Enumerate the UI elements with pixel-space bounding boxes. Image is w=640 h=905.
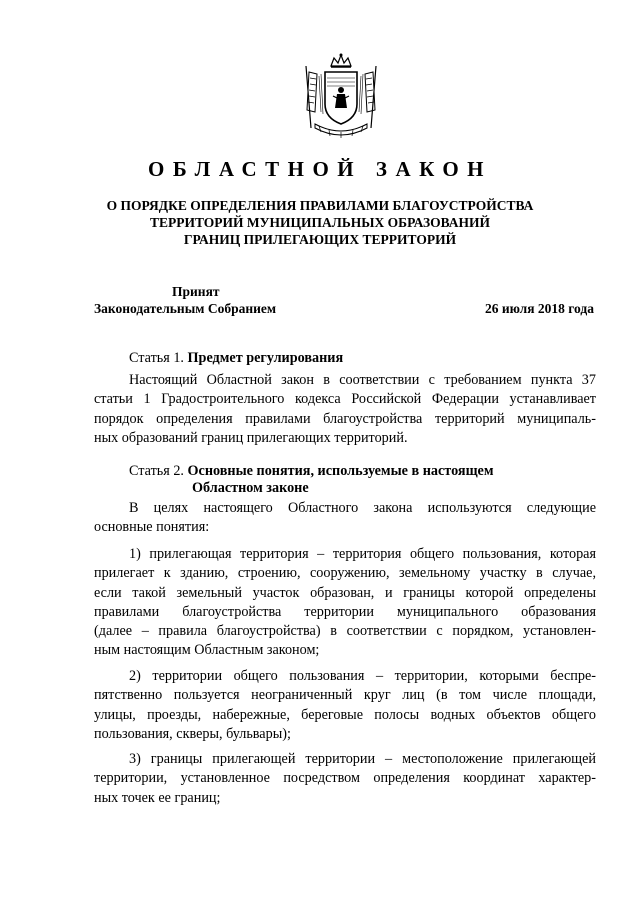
- law-title: [60, 197, 580, 248]
- law-title-line: О ПОРЯДКЕ ОПРЕДЕЛЕНИЯ ПРАВИЛАМИ БЛАГОУСТРОЙСТВА: [106, 198, 534, 213]
- paragraph-line: 3) границы прилегающей территории – местоположение прилегающей: [129, 751, 596, 767]
- paragraph-line: В целях настоящего Областного закона используются следующие: [129, 500, 596, 516]
- article-2-intro: [94, 499, 596, 538]
- law-title-line: ГРАНИЦ ПРИЛЕГАЮЩИХ ТЕРРИТОРИЙ: [183, 232, 457, 247]
- paragraph-line: (далее – правила благоустройства) в соответствии с порядком, установлен-: [94, 623, 596, 640]
- article-number: Статья 1.: [129, 350, 184, 366]
- adopted-label: Принят: [172, 284, 220, 299]
- document-type-heading: ОБЛАСТНОЙ ЗАКОН: [147, 157, 492, 181]
- article-name: Основные понятия, используемые в настоящем: [187, 463, 494, 479]
- definition-item-1: [94, 545, 596, 661]
- paragraph-line: территории, установленное посредством определения координат характер-: [94, 770, 596, 787]
- paragraph-line: правилами благоустройства территории муниципального образования: [94, 603, 596, 620]
- paragraph-line: ных образований границ прилегающих территорий.: [94, 429, 408, 446]
- adoption-date: 26 июля 2018 года: [485, 301, 594, 316]
- article-number: Статья 2.: [129, 463, 184, 479]
- article-name: Предмет регулирования: [187, 350, 344, 366]
- paragraph-line: ных точек ее границ;: [94, 789, 221, 806]
- article-2-heading: [129, 463, 494, 497]
- article-1-paragraph: [94, 371, 596, 448]
- adopting-body: Законодательным Собранием: [94, 301, 277, 316]
- adoption-block: [94, 283, 304, 317]
- paragraph-line: если такой земельный участок образован, и границы которой определены: [94, 584, 596, 601]
- coat-of-arms-emblem: [301, 52, 381, 142]
- paragraph-line: 1) прилегающая территория – территория общего пользования, которая: [129, 546, 596, 562]
- article-name-continuation: Областном законе: [192, 480, 309, 496]
- paragraph-line: ным настоящим Областным законом;: [94, 642, 320, 659]
- paragraph-line: порядок определения правилами благоустройства территорий муниципаль-: [94, 410, 596, 427]
- law-title-line: ТЕРРИТОРИЙ МУНИЦИПАЛЬНЫХ ОБРАЗОВАНИЙ: [149, 215, 491, 230]
- paragraph-line: пятственно пользуется неограниченный круг лиц (в том числе площади,: [94, 687, 596, 704]
- definition-item-3: [94, 750, 596, 808]
- paragraph-line: пользования, скверы, бульвары);: [94, 725, 291, 742]
- definition-item-2: [94, 667, 596, 744]
- article-1-heading: [129, 350, 343, 367]
- paragraph-line: основные понятия:: [94, 519, 210, 536]
- paragraph-line: статьи 1 Градостроительного кодекса Российской Федерации устанавливает: [94, 391, 596, 408]
- paragraph-line: улицы, проезды, набережные, береговые полосы водных объектов общего: [94, 706, 596, 723]
- paragraph-line: прилегает к зданию, строению, сооружению, земельному участку в случае,: [94, 565, 596, 582]
- paragraph-line: Настоящий Областной закон в соответствии с требованием пункта 37: [129, 372, 596, 388]
- paragraph-line: 2) территории общего пользования – территории, которыми беспре-: [129, 668, 596, 684]
